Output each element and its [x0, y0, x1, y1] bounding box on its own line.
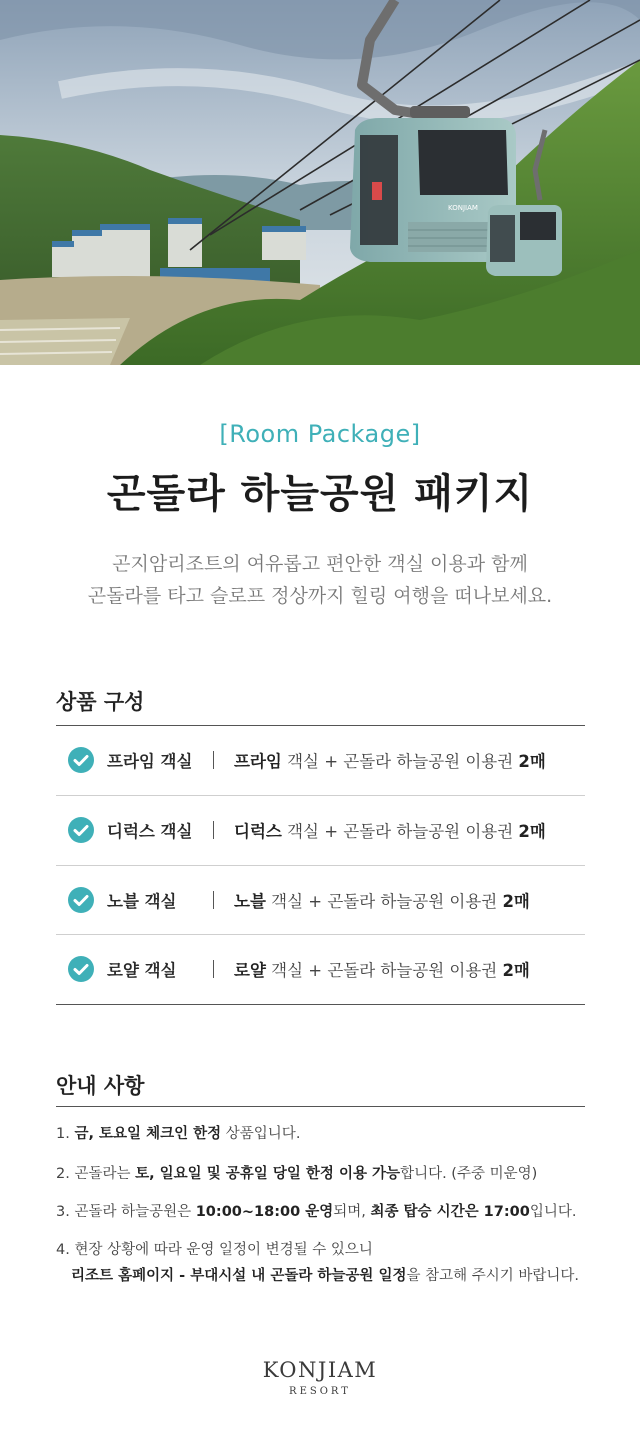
notice-heading: 안내 사항: [56, 1074, 145, 1098]
check-circle-icon: [68, 747, 94, 773]
room-name: 로얄 객실: [107, 961, 177, 980]
package-desc: 노블 객실 + 곤돌라 하늘공원 이용권 2매: [234, 892, 530, 911]
notice-rule: [56, 1106, 585, 1107]
package-desc: 디럭스 객실 + 곤돌라 하늘공원 이용권 2매: [234, 822, 546, 841]
logo-wordmark: KONJIAM: [262, 1358, 378, 1382]
separator: [213, 891, 214, 909]
notice-item: 2. 곤돌라는 토, 일요일 및 공휴일 당일 한정 이용 가능합니다. (주중 미운영): [56, 1166, 538, 1182]
room-name: 노블 객실: [107, 892, 177, 911]
hero-image: [0, 0, 640, 365]
logo-subtitle: RESORT: [289, 1386, 351, 1397]
package-desc: 로얄 객실 + 곤돌라 하늘공원 이용권 2매: [234, 961, 530, 980]
composition-bottom-rule: [56, 1004, 585, 1005]
room-name: 디럭스 객실: [107, 822, 193, 841]
room-name: 프라임 객실: [107, 752, 193, 771]
notice-item: 3. 곤돌라 하늘공원은 10:00~18:00 운영되며, 최종 탑승 시간은 17:00입니다.: [56, 1204, 577, 1220]
gondola-sign: KONJIAM: [448, 204, 478, 212]
page-title: 곤돌라 하늘공원 패키지: [106, 471, 534, 517]
package-desc: 프라임 객실 + 곤돌라 하늘공원 이용권 2매: [234, 752, 546, 771]
notice-item: 1. 금, 토요일 체크인 한정 상품입니다.: [56, 1126, 301, 1142]
package-row: [56, 934, 585, 1004]
intro-text: [0, 548, 640, 612]
separator: [213, 960, 214, 978]
package-kicker: [Room Package]: [219, 420, 421, 448]
check-circle-icon: [68, 817, 94, 843]
composition-heading: 상품 구성: [56, 690, 145, 714]
check-circle-icon: [68, 956, 94, 982]
notice-item-continued: 리조트 홈페이지 - 부대시설 내 곤돌라 하늘공원 일정을 참고해 주시기 바랍니다.: [71, 1268, 580, 1284]
brand-logo: [0, 1358, 640, 1397]
check-circle-icon: [68, 887, 94, 913]
package-row: [56, 795, 585, 865]
separator: [213, 751, 214, 769]
separator: [213, 821, 214, 839]
notice-item: 4. 현장 상황에 따라 운영 일정이 변경될 수 있으니: [56, 1242, 373, 1258]
package-row: [56, 725, 585, 795]
package-row: [56, 865, 585, 935]
intro-line-2: 곤돌라를 타고 슬로프 정상까지 힐링 여행을 떠나보세요.: [87, 585, 553, 607]
intro-line-1: 곤지암리조트의 여유롭고 편안한 객실 이용과 함께: [112, 553, 528, 575]
